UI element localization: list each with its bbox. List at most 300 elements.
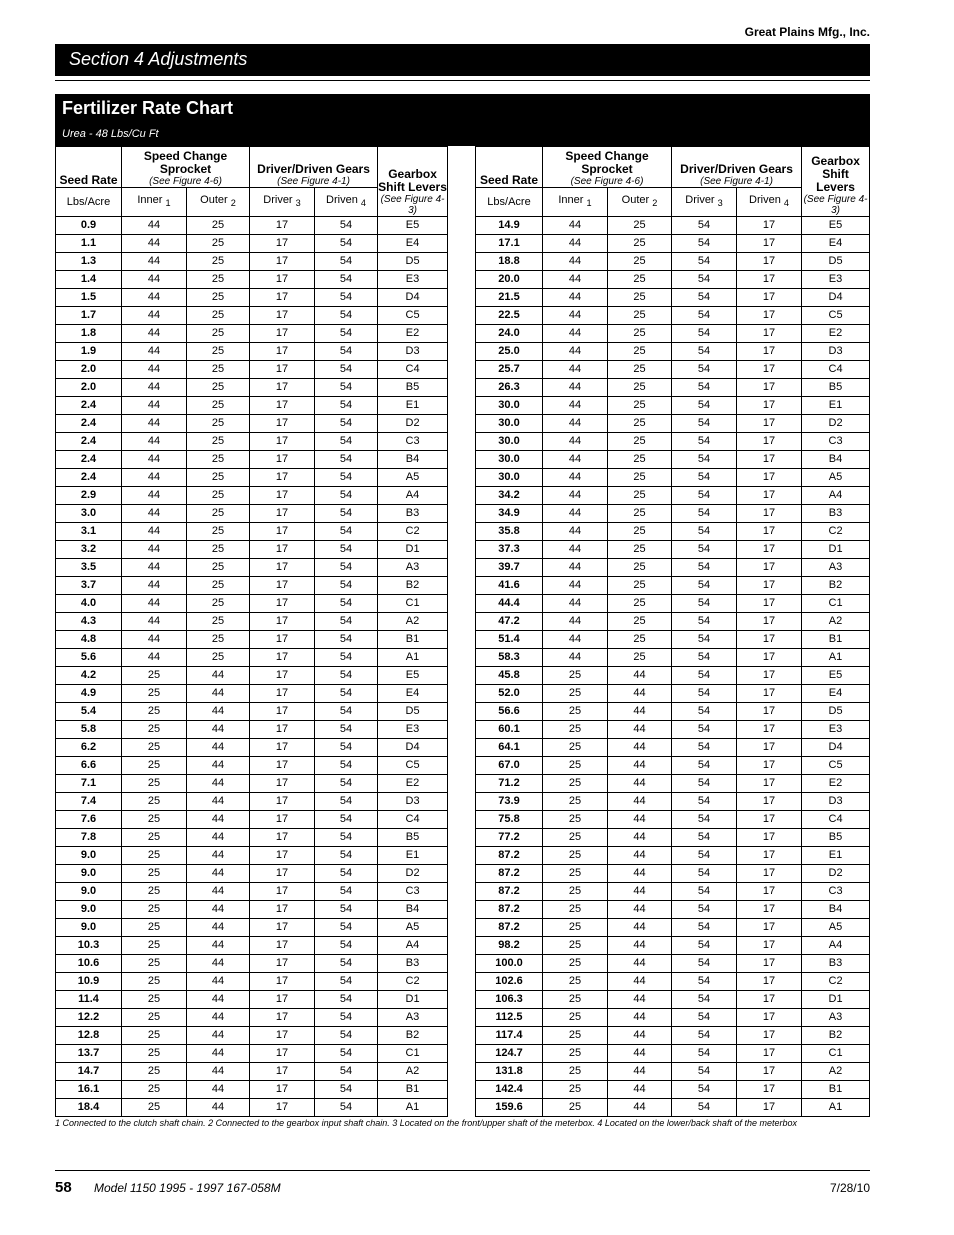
driver-cell: 54 (672, 289, 737, 307)
gearbox-cell: E1 (378, 847, 448, 865)
outer-cell: 44 (608, 829, 672, 847)
inner-cell: 44 (122, 487, 187, 505)
gearbox-cell: A1 (802, 1099, 870, 1117)
seed-rate-cell: 100.0 (476, 955, 543, 973)
outer-cell: 25 (187, 505, 250, 523)
table-row (56, 829, 448, 847)
seed-rate-cell: 3.5 (56, 559, 122, 577)
inner-cell: 25 (543, 973, 608, 991)
gearbox-cell: A5 (802, 469, 870, 487)
table-row (476, 451, 870, 469)
table-row (476, 631, 870, 649)
driver-cell: 17 (250, 1027, 315, 1045)
inner-cell: 25 (122, 937, 187, 955)
inner-cell: 44 (543, 289, 608, 307)
driven-cell: 54 (315, 541, 378, 559)
outer-cell: 25 (608, 595, 672, 613)
outer-cell: 44 (608, 811, 672, 829)
col-speed-change-label: Speed Change Sprocket (143, 149, 228, 176)
inner-cell: 25 (122, 1009, 187, 1027)
driven-cell: 54 (315, 469, 378, 487)
col-driven-sup: 4 (783, 198, 789, 209)
driver-cell: 54 (672, 505, 737, 523)
outer-cell: 44 (608, 865, 672, 883)
inner-cell: 25 (122, 685, 187, 703)
driven-cell: 17 (737, 415, 802, 433)
inner-cell: 25 (543, 991, 608, 1009)
table-row (56, 793, 448, 811)
outer-cell: 44 (187, 955, 250, 973)
driven-cell: 54 (315, 991, 378, 1009)
seed-rate-cell: 34.2 (476, 487, 543, 505)
gearbox-cell: E5 (378, 217, 448, 235)
seed-rate-cell: 51.4 (476, 631, 543, 649)
seed-rate-cell: 17.1 (476, 235, 543, 253)
gearbox-cell: C2 (378, 973, 448, 991)
gearbox-cell: C2 (802, 523, 870, 541)
seed-rate-cell: 4.8 (56, 631, 122, 649)
inner-cell: 25 (543, 829, 608, 847)
outer-cell: 25 (608, 541, 672, 559)
inner-cell: 25 (122, 721, 187, 739)
table-row (56, 973, 448, 991)
driver-cell: 54 (672, 1009, 737, 1027)
gearbox-cell: E2 (802, 775, 870, 793)
driven-cell: 17 (737, 271, 802, 289)
driver-cell: 54 (672, 811, 737, 829)
seed-rate-cell: 41.6 (476, 577, 543, 595)
gearbox-cell: D3 (378, 793, 448, 811)
driven-cell: 17 (737, 307, 802, 325)
driver-cell: 17 (250, 775, 315, 793)
outer-cell: 25 (608, 343, 672, 361)
driver-cell: 54 (672, 793, 737, 811)
table-row (56, 955, 448, 973)
driver-cell: 17 (250, 307, 315, 325)
gearbox-cell: A3 (802, 559, 870, 577)
table-row (56, 649, 448, 667)
driven-cell: 54 (315, 487, 378, 505)
inner-cell: 25 (543, 1063, 608, 1081)
table-row (56, 487, 448, 505)
seed-rate-cell: 2.9 (56, 487, 122, 505)
gearbox-cell: A1 (378, 1099, 448, 1117)
gearbox-cell: A1 (802, 649, 870, 667)
outer-cell: 25 (608, 379, 672, 397)
driven-cell: 54 (315, 289, 378, 307)
seed-rate-cell: 4.0 (56, 595, 122, 613)
col-driver-driven (250, 147, 378, 188)
seed-rate-cell: 1.4 (56, 271, 122, 289)
inner-cell: 25 (122, 793, 187, 811)
driver-cell: 17 (250, 685, 315, 703)
gearbox-cell: D3 (378, 343, 448, 361)
gearbox-cell: C5 (802, 307, 870, 325)
table-row (56, 433, 448, 451)
outer-cell: 44 (608, 1063, 672, 1081)
gearbox-cell: E3 (802, 721, 870, 739)
driven-cell: 17 (737, 865, 802, 883)
outer-cell: 44 (608, 703, 672, 721)
table-row (476, 415, 870, 433)
seed-rate-cell: 21.5 (476, 289, 543, 307)
driver-cell: 54 (672, 721, 737, 739)
driver-cell: 54 (672, 901, 737, 919)
gearbox-cell: D4 (802, 289, 870, 307)
inner-cell: 44 (543, 523, 608, 541)
table-row (56, 811, 448, 829)
gearbox-cell: D1 (802, 991, 870, 1009)
table-row (56, 1081, 448, 1099)
outer-cell: 44 (187, 1099, 250, 1117)
chart-subtitle: Urea - 48 Lbs/Cu Ft (62, 128, 159, 140)
outer-cell: 25 (187, 433, 250, 451)
gearbox-cell: C2 (802, 973, 870, 991)
table-row (476, 1045, 870, 1063)
driven-cell: 54 (315, 937, 378, 955)
driven-cell: 17 (737, 1009, 802, 1027)
table-row (476, 325, 870, 343)
driven-cell: 17 (737, 919, 802, 937)
driver-cell: 17 (250, 955, 315, 973)
driven-cell: 54 (315, 811, 378, 829)
seed-rate-cell: 24.0 (476, 325, 543, 343)
outer-cell: 25 (187, 253, 250, 271)
col-driver-driven-ref: (See Figure 4-1) (700, 176, 773, 187)
inner-cell: 44 (122, 649, 187, 667)
gearbox-cell: A3 (378, 559, 448, 577)
col-inner-sup: 1 (165, 198, 171, 209)
driver-cell: 54 (672, 523, 737, 541)
driven-cell: 17 (737, 451, 802, 469)
driver-cell: 54 (672, 685, 737, 703)
col-speed-change-label: Speed Change Sprocket (565, 149, 649, 176)
driven-cell: 54 (315, 631, 378, 649)
seed-rate-cell: 10.9 (56, 973, 122, 991)
outer-cell: 25 (187, 577, 250, 595)
seed-rate-cell: 30.0 (476, 469, 543, 487)
col-driver-driven (672, 147, 802, 188)
seed-rate-cell: 3.0 (56, 505, 122, 523)
driven-cell: 17 (737, 235, 802, 253)
outer-cell: 25 (608, 253, 672, 271)
seed-rate-cell: 7.4 (56, 793, 122, 811)
gearbox-cell: B3 (378, 955, 448, 973)
outer-cell: 25 (608, 217, 672, 235)
driver-cell: 54 (672, 307, 737, 325)
outer-cell: 44 (608, 919, 672, 937)
seed-rate-cell: 35.8 (476, 523, 543, 541)
driven-cell: 54 (315, 361, 378, 379)
driver-cell: 17 (250, 289, 315, 307)
inner-cell: 25 (122, 1063, 187, 1081)
driver-cell: 54 (672, 739, 737, 757)
inner-cell: 44 (543, 559, 608, 577)
table-row (476, 1081, 870, 1099)
seed-rate-cell: 18.8 (476, 253, 543, 271)
inner-cell: 25 (543, 919, 608, 937)
outer-cell: 25 (187, 631, 250, 649)
seed-rate-cell: 131.8 (476, 1063, 543, 1081)
inner-cell: 44 (543, 469, 608, 487)
seed-rate-cell: 1.5 (56, 289, 122, 307)
driver-cell: 17 (250, 667, 315, 685)
driver-cell: 17 (250, 973, 315, 991)
inner-cell: 25 (543, 1009, 608, 1027)
gearbox-cell: C5 (378, 757, 448, 775)
driven-cell: 17 (737, 1063, 802, 1081)
driver-cell: 17 (250, 811, 315, 829)
table-row (476, 865, 870, 883)
seed-rate-cell: 11.4 (56, 991, 122, 1009)
inner-cell: 25 (122, 1099, 187, 1117)
table-row (476, 595, 870, 613)
driver-cell: 54 (672, 577, 737, 595)
driver-cell: 17 (250, 361, 315, 379)
seed-rate-cell: 87.2 (476, 883, 543, 901)
gearbox-cell: C4 (802, 811, 870, 829)
driver-cell: 17 (250, 379, 315, 397)
outer-cell: 44 (608, 667, 672, 685)
inner-cell: 44 (122, 613, 187, 631)
outer-cell: 25 (608, 469, 672, 487)
seed-rate-cell: 44.4 (476, 595, 543, 613)
driven-cell: 17 (737, 289, 802, 307)
outer-cell: 25 (608, 613, 672, 631)
driver-cell: 54 (672, 649, 737, 667)
driver-cell: 54 (672, 325, 737, 343)
inner-cell: 44 (543, 505, 608, 523)
outer-cell: 44 (187, 1081, 250, 1099)
table-row (476, 793, 870, 811)
gearbox-cell: B4 (802, 901, 870, 919)
driver-cell: 54 (672, 613, 737, 631)
outer-cell: 44 (608, 793, 672, 811)
driver-cell: 54 (672, 559, 737, 577)
driven-cell: 17 (737, 937, 802, 955)
col-outer-label: Outer (200, 194, 228, 207)
gearbox-cell: E1 (378, 397, 448, 415)
driver-cell: 54 (672, 1081, 737, 1099)
inner-cell: 44 (122, 595, 187, 613)
outer-cell: 44 (187, 883, 250, 901)
driver-cell: 54 (672, 847, 737, 865)
gearbox-cell: A4 (378, 937, 448, 955)
inner-cell: 44 (122, 559, 187, 577)
seed-rate-cell: 22.5 (476, 307, 543, 325)
table-row (476, 289, 870, 307)
inner-cell: 44 (543, 397, 608, 415)
gearbox-cell: E4 (802, 235, 870, 253)
inner-cell: 44 (543, 307, 608, 325)
seed-rate-cell: 30.0 (476, 433, 543, 451)
driver-cell: 17 (250, 325, 315, 343)
gearbox-cell: D2 (802, 865, 870, 883)
driver-cell: 17 (250, 217, 315, 235)
driven-cell: 54 (315, 1027, 378, 1045)
seed-rate-cell: 87.2 (476, 919, 543, 937)
gearbox-cell: D4 (378, 739, 448, 757)
table-row (56, 361, 448, 379)
driven-cell: 17 (737, 883, 802, 901)
inner-cell: 44 (122, 433, 187, 451)
driver-cell: 17 (250, 649, 315, 667)
driven-cell: 54 (315, 1063, 378, 1081)
seed-rate-cell: 9.0 (56, 865, 122, 883)
gearbox-cell: D4 (378, 289, 448, 307)
driver-cell: 54 (672, 631, 737, 649)
table-row (476, 919, 870, 937)
seed-rate-cell: 87.2 (476, 865, 543, 883)
table-row (476, 613, 870, 631)
table-row (476, 937, 870, 955)
driver-cell: 17 (250, 613, 315, 631)
driven-cell: 54 (315, 433, 378, 451)
driven-cell: 17 (737, 1099, 802, 1117)
driver-cell: 17 (250, 883, 315, 901)
driver-cell: 17 (250, 343, 315, 361)
gearbox-cell: B2 (802, 1027, 870, 1045)
driven-cell: 54 (315, 1099, 378, 1117)
inner-cell: 44 (543, 487, 608, 505)
gearbox-cell: C1 (802, 1045, 870, 1063)
driver-cell: 54 (672, 415, 737, 433)
gearbox-cell: A2 (378, 1063, 448, 1081)
gearbox-cell: B5 (378, 379, 448, 397)
gearbox-cell: C3 (378, 433, 448, 451)
outer-cell: 44 (187, 1045, 250, 1063)
driver-cell: 17 (250, 1081, 315, 1099)
gearbox-cell: B4 (378, 901, 448, 919)
outer-cell: 44 (187, 775, 250, 793)
driver-cell: 17 (250, 919, 315, 937)
driver-cell: 54 (672, 235, 737, 253)
footer-divider (55, 1170, 870, 1171)
col-outer-sup: 2 (652, 198, 658, 209)
driven-cell: 17 (737, 973, 802, 991)
table-row (476, 1009, 870, 1027)
inner-cell: 25 (122, 1081, 187, 1099)
gearbox-cell: B5 (802, 829, 870, 847)
gearbox-cell: E2 (378, 325, 448, 343)
driver-cell: 17 (250, 559, 315, 577)
driven-cell: 54 (315, 325, 378, 343)
outer-cell: 25 (608, 307, 672, 325)
seed-rate-cell: 73.9 (476, 793, 543, 811)
inner-cell: 25 (122, 919, 187, 937)
gearbox-cell: B3 (802, 505, 870, 523)
driven-cell: 54 (315, 253, 378, 271)
driver-cell: 54 (672, 703, 737, 721)
table-row (476, 955, 870, 973)
col-driver-label: Driver (263, 194, 293, 207)
table-row (56, 847, 448, 865)
col-driven-sup: 4 (360, 198, 366, 209)
inner-cell: 44 (122, 253, 187, 271)
driven-cell: 17 (737, 829, 802, 847)
outer-cell: 25 (187, 487, 250, 505)
seed-rate-cell: 6.6 (56, 757, 122, 775)
gearbox-cell: D3 (802, 793, 870, 811)
table-row (56, 577, 448, 595)
seed-rate-cell: 45.8 (476, 667, 543, 685)
table-row (476, 1099, 870, 1117)
driven-cell: 17 (737, 343, 802, 361)
outer-cell: 25 (608, 397, 672, 415)
seed-rate-cell: 3.7 (56, 577, 122, 595)
inner-cell: 25 (122, 775, 187, 793)
col-speed-change (122, 147, 250, 188)
driven-cell: 54 (315, 739, 378, 757)
driver-cell: 17 (250, 1045, 315, 1063)
driven-cell: 17 (737, 703, 802, 721)
inner-cell: 25 (543, 865, 608, 883)
gearbox-cell: D5 (378, 253, 448, 271)
seed-rate-cell: 71.2 (476, 775, 543, 793)
driven-cell: 54 (315, 667, 378, 685)
outer-cell: 25 (187, 559, 250, 577)
gearbox-cell: C5 (378, 307, 448, 325)
inner-cell: 25 (543, 1099, 608, 1117)
outer-cell: 25 (187, 523, 250, 541)
rate-table-right-body (476, 217, 870, 1117)
seed-rate-cell: 117.4 (476, 1027, 543, 1045)
driven-cell: 54 (315, 559, 378, 577)
footnote: 1 Connected to the clutch shaft chain. 2 Connected to the gearbox input shaft chain. 3 Located on the front/upper shaft of the meterbox. 4 Located on the lower/back shaft of the meterbox (55, 1118, 797, 1128)
seed-rate-cell: 1.3 (56, 253, 122, 271)
table-row (476, 757, 870, 775)
seed-rate-cell: 4.2 (56, 667, 122, 685)
gearbox-cell: C3 (378, 883, 448, 901)
driven-cell: 54 (315, 415, 378, 433)
inner-cell: 44 (122, 289, 187, 307)
seed-rate-cell: 25.7 (476, 361, 543, 379)
outer-cell: 25 (608, 631, 672, 649)
seed-rate-cell: 9.0 (56, 919, 122, 937)
driven-cell: 54 (315, 685, 378, 703)
gearbox-cell: E2 (802, 325, 870, 343)
driver-cell: 54 (672, 379, 737, 397)
table-row (476, 577, 870, 595)
inner-cell: 25 (122, 739, 187, 757)
driver-cell: 17 (250, 235, 315, 253)
seed-rate-cell: 159.6 (476, 1099, 543, 1117)
inner-cell: 25 (122, 973, 187, 991)
gearbox-cell: E3 (378, 721, 448, 739)
table-row (476, 649, 870, 667)
driven-cell: 17 (737, 559, 802, 577)
table-row (56, 289, 448, 307)
seed-rate-cell: 18.4 (56, 1099, 122, 1117)
gearbox-cell: A2 (378, 613, 448, 631)
seed-rate-cell: 4.3 (56, 613, 122, 631)
gearbox-cell: C1 (378, 595, 448, 613)
driven-cell: 54 (315, 703, 378, 721)
driven-cell: 17 (737, 1027, 802, 1045)
gearbox-cell: E5 (378, 667, 448, 685)
driven-cell: 54 (315, 955, 378, 973)
inner-cell: 25 (543, 955, 608, 973)
col-gearbox-ref: (See Figure 4-3) (803, 194, 868, 216)
revision-date: 7/28/10 (829, 1181, 870, 1195)
table-row (56, 1045, 448, 1063)
driver-cell: 54 (672, 487, 737, 505)
driven-cell: 54 (315, 397, 378, 415)
driver-cell: 17 (250, 523, 315, 541)
outer-cell: 44 (608, 883, 672, 901)
section-title: Section 4 Adjustments (69, 49, 248, 69)
driven-cell: 54 (315, 1045, 378, 1063)
